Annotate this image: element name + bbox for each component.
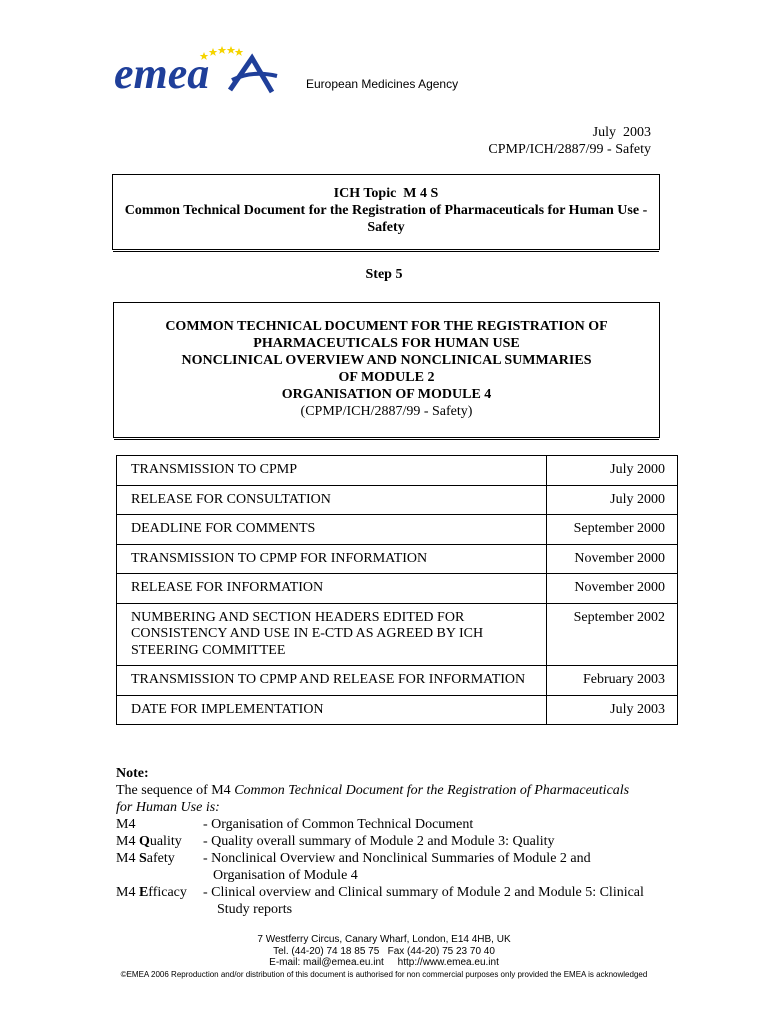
document-date: July 2003 [592,125,651,140]
title-line: NONCLINICAL OVERVIEW AND NONCLINICAL SUMMARIES [181,353,592,368]
title-line: PHARMACEUTICALS FOR HUMAN USE [253,336,520,351]
module-code-rest: uality [149,834,182,849]
milestone-event: RELEASE FOR CONSULTATION [117,485,547,515]
milestone-date: November 2000 [547,574,678,604]
milestone-date: July 2003 [547,695,678,725]
table-row [117,485,678,515]
module-desc [203,884,676,918]
note-section [116,765,676,918]
topic-line: ICH Topic M 4 S [333,186,439,201]
note-intro-italic: for Human Use is: [116,800,220,815]
module-code [116,816,203,833]
milestone-event-line: STEERING COMMITTEE [131,642,286,658]
milestones-table [116,455,678,725]
module-code-bold: E [138,885,149,900]
emea-logo [112,40,284,100]
milestone-date: September 2002 [547,603,678,666]
topic-box [112,174,660,250]
table-row [117,695,678,725]
milestone-event: RELEASE FOR INFORMATION [117,574,547,604]
list-item [116,850,676,884]
milestone-event: DEADLINE FOR COMMENTS [117,515,547,545]
milestone-event: TRANSMISSION TO CPMP [117,456,547,486]
topic-title-cont: Safety [367,220,405,235]
module-code-prefix: M4 [116,851,139,866]
milestone-date: November 2000 [547,544,678,574]
milestone-date: July 2000 [547,485,678,515]
note-intro [116,782,676,799]
step-label: Step 5 [365,267,403,282]
milestone-date: February 2003 [547,666,678,696]
table-row [117,544,678,574]
module-code-bold: Q [138,834,150,849]
milestone-date: September 2000 [547,515,678,545]
module-code-bold: S [138,851,147,866]
note-intro-cont [116,799,676,816]
footer-address: 7 Westferry Circus, Canary Wharf, London, E14 4HB, UK [257,934,511,945]
module-desc-line: - Clinical overview and Clinical summary of Module 2 and Module 5: Clinical [203,885,644,900]
list-item [116,884,676,918]
module-desc-line: - Nonclinical Overview and Nonclinical Summaries of Module 2 and [203,851,591,866]
title-box [113,302,660,438]
title-line: ORGANISATION OF MODULE 4 [281,387,492,402]
date-block [488,124,651,158]
module-code [116,833,203,850]
table-row [117,456,678,486]
list-item [116,816,676,833]
table-row [117,603,678,666]
milestone-date: July 2000 [547,456,678,486]
agency-name: European Medicines Agency [306,77,459,91]
module-code [116,850,203,884]
milestone-event [117,603,547,666]
footer [0,934,768,980]
document-reference: CPMP/ICH/2887/99 - Safety [488,142,651,157]
module-code [116,884,203,918]
module-desc: - Quality overall summary of Module 2 and Module 3: Quality [203,834,555,849]
footer-phone: Tel. (44-20) 74 18 85 75 Fax (44-20) 75 23 70 40 [273,945,495,957]
module-code-prefix: M4 [116,817,136,832]
title-reference: (CPMP/ICH/2887/99 - Safety) [300,404,473,419]
table-row [117,515,678,545]
module-code-rest: fficacy [148,885,187,900]
table-row [117,666,678,696]
module-desc [203,850,676,884]
footer-copyright: ©EMEA 2006 Reproduction and/or distribution of this document is authorised for non commercial purposes only provided the EMEA is acknowledged [120,969,648,979]
module-desc-line: Study reports [217,902,293,917]
milestone-event: TRANSMISSION TO CPMP FOR INFORMATION [117,544,547,574]
module-desc: - Organisation of Common Technical Document [203,817,474,832]
topic-title: Common Technical Document for the Registration of Pharmaceuticals for Human Use - [124,203,648,218]
note-intro-plain: The sequence of M4 [116,783,235,798]
module-code-prefix: M4 [116,834,139,849]
milestone-event-line: NUMBERING AND SECTION HEADERS EDITED FOR [131,609,465,625]
footer-email: E-mail: mail@emea.eu.int http://www.emea.eu.int [269,957,499,968]
module-desc-line: Organisation of Module 4 [213,868,358,883]
title-line: OF MODULE 2 [338,370,435,385]
title-line: COMMON TECHNICAL DOCUMENT FOR THE REGISTRATION OF [165,319,608,334]
milestone-event-line: CONSISTENCY AND USE IN E-CTD AS AGREED BY ICH [131,626,484,641]
module-code-rest: afety [146,851,175,866]
note-heading: Note: [116,766,149,781]
note-intro-italic: Common Technical Document for the Registration of Pharmaceuticals [234,783,630,798]
list-item [116,833,676,850]
module-code-prefix: M4 [116,885,139,900]
milestone-event: DATE FOR IMPLEMENTATION [117,695,547,725]
milestone-event: TRANSMISSION TO CPMP AND RELEASE FOR INFORMATION [117,666,547,696]
logo-wordmark: emea [114,49,210,98]
table-row [117,574,678,604]
